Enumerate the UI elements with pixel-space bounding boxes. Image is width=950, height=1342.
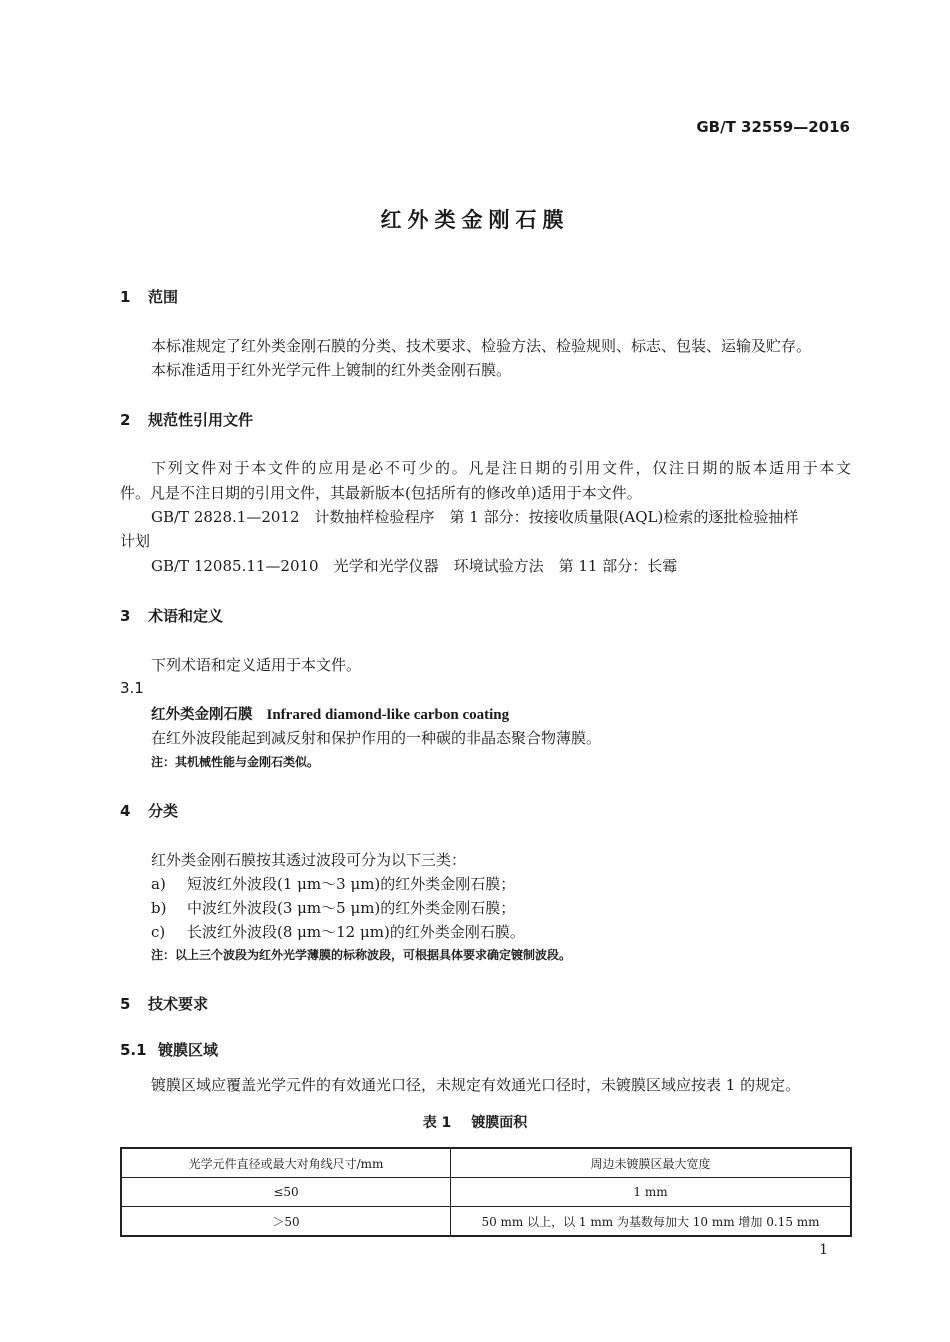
section-5-heading [120,993,208,1014]
list-item-text: 短波红外波段(1 μm～3 μm)的红外类金刚石膜； [187,875,516,893]
reference-item-continued: 计划 [120,532,151,550]
paragraph: 件。凡是不注日期的引用文件，其最新版本(包括所有的修改单)适用于本文件。 [120,484,642,502]
list-item-label: c) [151,923,166,941]
reference-item: GB/T 2828.1—2012 计数抽样检验程序 第 1 部分：按接收质量限(AQL)检索的逐批检验抽样 [151,508,799,526]
table-cell: 50 mm 以上，以 1 mm 为基数每加大 10 mm 增加 0.15 mm [451,1207,852,1237]
table-cell: 1 mm [451,1178,852,1207]
section-title: 技术要求 [148,995,209,1013]
reference-item: GB/T 12085.11—2010 光学和光学仪器 环境试验方法 第 11 部分：长霉 [151,557,678,575]
table-caption [0,1112,950,1132]
section-number: 2 [120,411,131,429]
table-title: 镀膜面积 [471,1115,528,1131]
note: 注：以上三个波段为红外光学薄膜的标称波段，可根据具体要求确定镀制波段。 [151,948,572,962]
note: 注：其机械性能与金刚石类似。 [151,755,320,769]
table-number: 表 1 [422,1115,452,1131]
list-item-text: 长波红外波段(8 μm～12 μm)的红外类金刚石膜。 [187,923,525,941]
list-item [151,897,515,918]
list-item [151,873,515,894]
section-title: 分类 [148,802,179,820]
section-1-heading [120,286,178,307]
table-header-cell: 光学元件直径或最大对角线尺寸/mm [121,1148,451,1178]
subsection-5-1-heading [120,1039,218,1060]
paragraph: 本标准适用于红外光学元件上镀制的红外类金刚石膜。 [151,361,512,379]
paragraph: 镀膜区域应覆盖光学元件的有效通光口径，未规定有效通光口径时，未镀膜区域应按表 1 的规定。 [151,1076,801,1094]
coating-area-table [120,1147,852,1237]
paragraph: 本标准规定了红外类金刚石膜的分类、技术要求、检验方法、检验规则、标志、包装、运输及贮存。 [151,337,812,355]
list-item-text: 中波红外波段(3 μm～5 μm)的红外类金刚石膜； [187,899,516,917]
paragraph: 红外类金刚石膜按其透过波段可分为以下三类： [151,851,467,869]
table-row [121,1207,851,1237]
subsection-number: 5.1 [120,1041,147,1059]
section-4-heading [120,800,178,821]
table-header-cell: 周边未镀膜区最大宽度 [451,1148,852,1178]
section-number: 3 [120,607,131,625]
section-number: 4 [120,802,131,820]
table-header-row [121,1148,851,1178]
section-number: 5 [120,995,131,1013]
term-english: Infrared diamond-like carbon coating [266,707,510,723]
table-cell: ＞50 [121,1207,451,1237]
paragraph: 下列文件对于本文件的应用是必不可少的。凡是注日期的引用文件，仅注日期的版本适用于本文 [151,459,851,477]
list-item-label: b) [151,899,167,917]
table-cell: ≤50 [121,1178,451,1207]
term-entry [151,703,509,724]
section-title: 术语和定义 [148,607,224,625]
section-number: 1 [120,288,131,306]
list-item-label: a) [151,875,166,893]
list-item [151,921,525,942]
term-chinese: 红外类金刚石膜 [151,707,253,723]
section-3-heading [120,605,223,626]
standard-code: GB/T 32559—2016 [696,118,850,136]
section-title: 范围 [148,288,179,306]
section-2-heading [120,409,253,430]
section-title: 规范性引用文件 [148,411,254,429]
document-title: 红外类金刚石膜 [380,208,570,232]
paragraph: 下列术语和定义适用于本文件。 [151,656,362,674]
term-number: 3.1 [120,679,144,697]
term-definition: 在红外波段能起到减反射和保护作用的一种碳的非晶态聚合物薄膜。 [151,729,602,747]
page-number: 1 [819,1242,828,1258]
table-row [121,1178,851,1207]
subsection-title: 镀膜区域 [158,1041,219,1059]
